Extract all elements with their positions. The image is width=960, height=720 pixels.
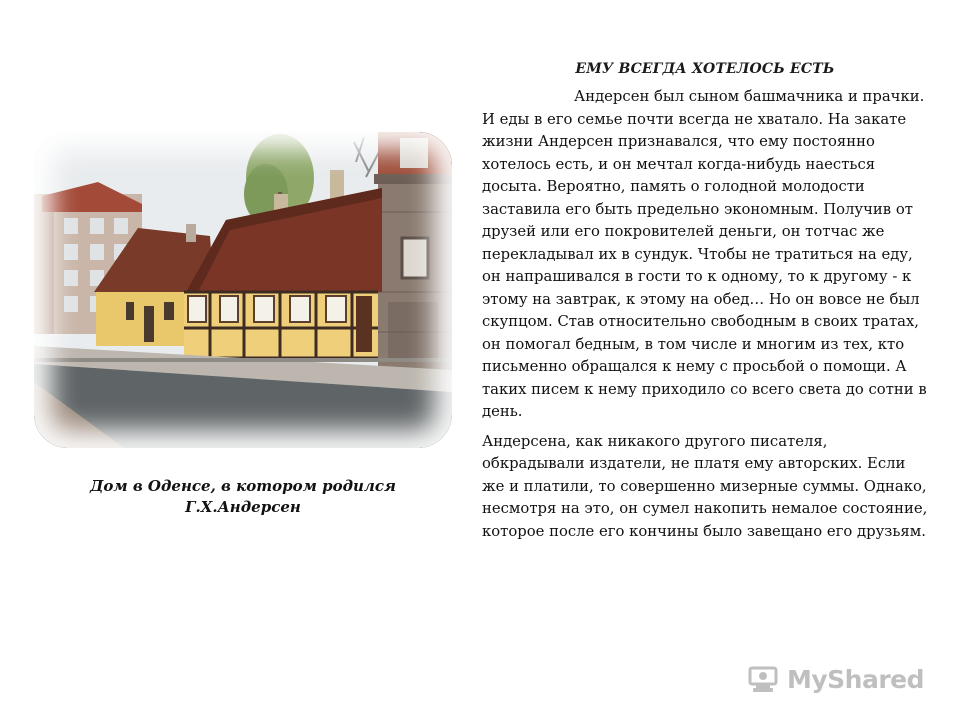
- article: [482, 58, 928, 550]
- caption-line-1: Дом в Оденсе, в котором родился: [90, 477, 396, 495]
- article-paragraph: Андерсена, как никакого другого писателя, обкрадывали издатели, не платя ему авторских. Если же и платили, то совершенно мизерные суммы. Однако, несмотря на это, он сумел накопить немалое состояние, которое после его кончины было завещано его друзьям.: [482, 432, 928, 540]
- house-photo: [34, 132, 452, 448]
- article-paragraph: Андерсен был сыном башмачника и прачки. И еды в его семье почти всегда не хватало. На закате жизни Андерсен признавался, что ему постоянно хотелось есть, и он мечтал когда-нибудь наесться досыта. Вероятно, память о голодной молодости заставила его быть предельно экономным. Получив от друзей или его покровителей деньги, он тотчас же перекладывал их в сундук. Чтобы не тратиться на еду, он напрашивался в гости то к одному, то к другому - к этому на завтрак, к этому на обед… Но он вовсе не был скупцом. Став относительно свободным в своих тратах, он помогал бедным, в том числе и многим из тех, кто письменно обращался к нему с просьбой о помощи. А таких писем к нему приходило со всего света до сотни в день.: [482, 88, 927, 420]
- myshared-logo-icon: [747, 664, 781, 694]
- andersen-house-image: [34, 132, 452, 448]
- myshared-watermark: [747, 664, 924, 694]
- article-title: ЕМУ ВСЕГДА ХОТЕЛОСЬ ЕСТЬ: [575, 61, 835, 77]
- caption-line-2: Г.Х.Андерсен: [185, 498, 301, 516]
- watermark-label: MyShared: [786, 664, 924, 694]
- photo-caption: [34, 476, 452, 518]
